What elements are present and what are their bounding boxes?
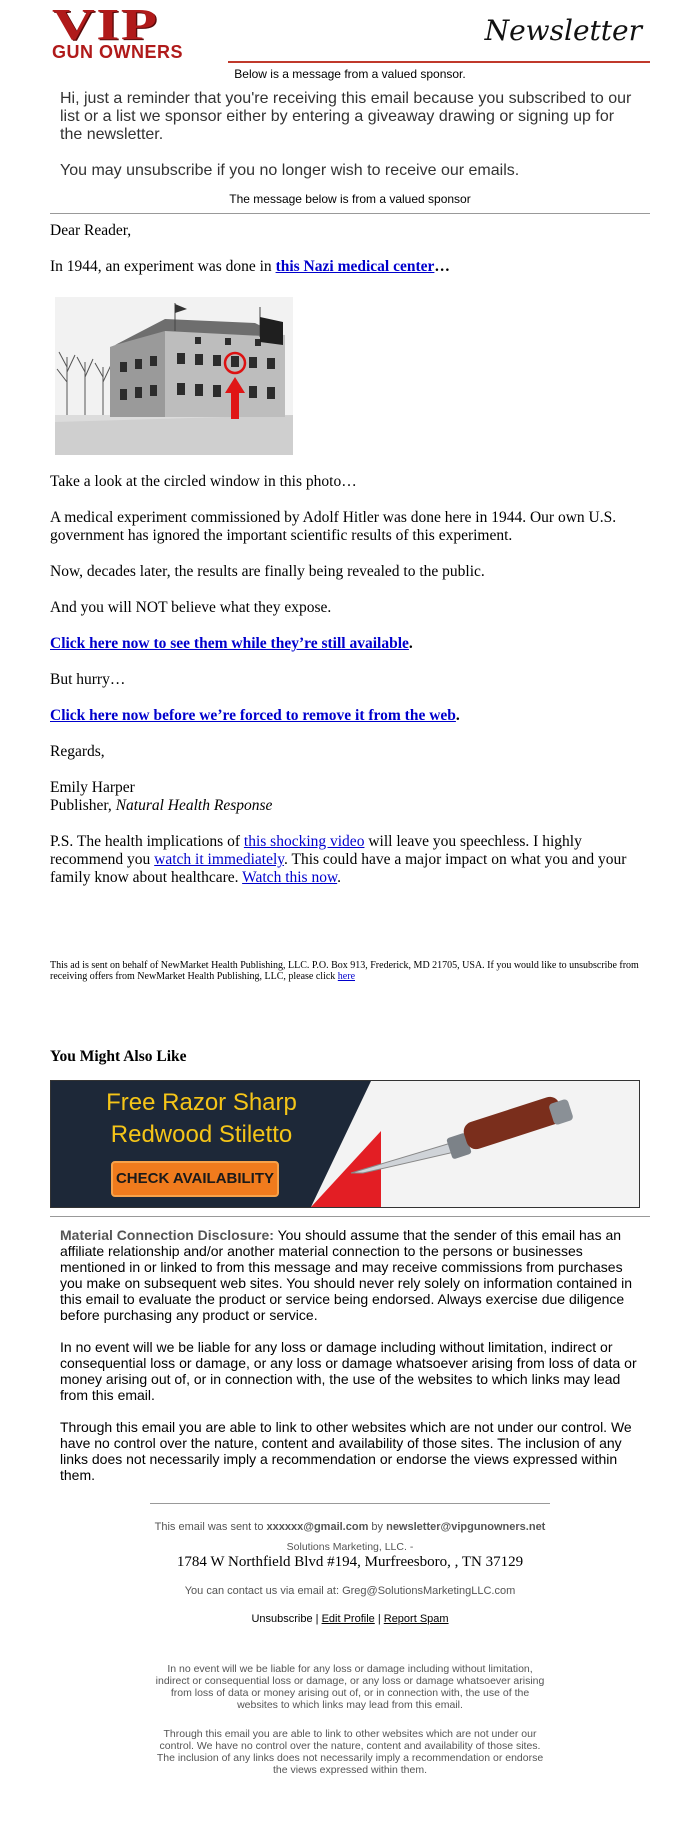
company-address: 1784 W Northfield Blvd #194, Murfreesboro, , TN 37129 <box>176 1554 524 1570</box>
sponsor-notice: Below is a message from a valued sponsor. <box>234 67 466 81</box>
contact-line: You can contact us via email at: Greg@SolutionsMarketingLLC.com <box>184 1585 516 1597</box>
nazi-medical-center-link[interactable]: this Nazi medical center <box>275 258 435 275</box>
disclosure-paragraph-1 <box>60 1227 640 1323</box>
company-name: Solutions Marketing, LLC. - <box>286 1541 414 1553</box>
intro-line-suffix: … <box>434 258 450 275</box>
cta-paragraph-1 <box>50 635 650 653</box>
regards: Regards, <box>50 743 105 760</box>
medical-center-photo[interactable] <box>55 297 293 455</box>
watch-immediately-link[interactable]: watch it immediately <box>154 851 285 868</box>
ad-unsubscribe-link[interactable]: here <box>337 971 356 982</box>
ps-paragraph <box>50 833 650 887</box>
edit-profile-link[interactable]: Edit Profile <box>321 1613 375 1625</box>
ps-prefix: P.S. The health implications of <box>50 833 244 850</box>
intro-paragraph-2: You may unsubscribe if you no longer wish to receive our emails. <box>60 162 520 179</box>
material-connection-disclosure <box>50 1227 650 1483</box>
logo-vip-text: VIP <box>52 0 159 49</box>
sender-name: Emily Harper <box>50 779 135 796</box>
decades-paragraph: Now, decades later, the results are finally being revealed to the public. <box>50 563 485 580</box>
ps-mid-2: . This could have a major impact on what you and your family know about healthcare. <box>50 851 627 886</box>
sent-prefix: This email was sent to <box>154 1521 267 1533</box>
header-divider <box>228 61 650 63</box>
footer-sep-1: | <box>312 1613 322 1625</box>
disclosure-paragraph-3: Through this email you are able to link to other websites which are not under our control. We have no control over the nature, content and availability of those sites. The inclusion of any links does not necessarily imply a recommendation or endorse the views expressed within them. <box>60 1419 632 1483</box>
ps-mid-1: will leave you speechless. I highly recommend you <box>50 833 582 868</box>
newsletter-title: Newsletter <box>484 14 642 47</box>
intro-line-prefix: In 1944, an experiment was done in <box>50 258 276 275</box>
footer-sep-2: | <box>374 1613 384 1625</box>
circled-window-paragraph: Take a look at the circled window in this photo… <box>50 473 357 490</box>
see-results-link[interactable]: Click here now to see them while they’re still available <box>50 635 409 652</box>
sender-publication: Natural Health Response <box>115 797 273 814</box>
disclosure-paragraph-2: In no event will we be liable for any loss or damage including without limitation, indirect or consequential loss or damage, or any loss or damage whatsoever arising from loss of data or money arising out of, or in connection with, the use of the websites to which links may lead from this email. <box>60 1339 637 1403</box>
ad-disclaimer <box>50 960 650 982</box>
sent-mid: by <box>368 1521 387 1533</box>
shocking-video-link[interactable]: this shocking video <box>243 833 365 850</box>
sponsor-notice-2: The message below is from a valued sponsor <box>229 192 471 206</box>
recipient-email: xxxxxx@gmail.com <box>266 1521 369 1533</box>
footer-legal-2: Through this email you are able to link to other websites which are not under our control. We have no control over the nature, content and availability of those sites. The inclusion of any links does not necessarily imply a recommendation or endorse the views expressed within them. <box>156 1728 544 1776</box>
ad-title-line-1: Free Razor Sharp <box>106 1089 297 1116</box>
sender-title-prefix: Publisher, <box>50 797 116 814</box>
experiment-paragraph: A medical experiment commissioned by Adolf Hitler was done here in 1944. Our own U.S. government has ignored the important scientific results of this experiment. <box>50 509 617 544</box>
logo-gun-owners-text: GUN OWNERS <box>52 42 183 62</box>
you-might-also-like-heading: You Might Also Like <box>50 1048 187 1065</box>
footer-legal-1: In no event will we be liable for any loss or damage including without limitation, indirect or consequential loss or damage, or any loss or damage whatsoever arising from loss of data or money arising out of, or in connection with, the use of the websites to which links may lead from this email. <box>155 1663 545 1711</box>
stiletto-ad-banner[interactable] <box>50 1080 640 1208</box>
message-body <box>50 222 650 887</box>
disclosure-label: Material Connection Disclosure: <box>60 1227 274 1243</box>
greeting: Dear Reader, <box>50 222 132 239</box>
ad-title <box>89 1087 314 1151</box>
vip-gun-owners-logo[interactable] <box>52 0 228 62</box>
unsubscribe-text[interactable]: Unsubscribe <box>251 1613 313 1625</box>
ps-suffix: . <box>337 869 342 886</box>
email-footer <box>50 1503 650 1776</box>
cta-paragraph-2 <box>50 707 650 725</box>
disclosure-text: You should assume that the sender of this email has an affiliate relationship and/or another material connection to the persons or businesses mentioned in or linked to from this message and may receive commissions from purchases you make on subsequent web sites. You should never rely solely on information contained in this email to evaluate the product or service being endorsed. Always exercise due diligence before purchasing any product or service. <box>60 1227 633 1323</box>
intro-section <box>50 90 650 180</box>
sent-to-line <box>50 1521 650 1533</box>
before-removed-link[interactable]: Click here now before we’re forced to remove it from the web <box>50 707 456 724</box>
believe-paragraph: And you will NOT believe what they expose. <box>50 599 332 616</box>
intro-paragraph-1: Hi, just a reminder that you're receiving this email because you subscribed to our list or a list we sponsor either by entering a giveaway drawing or signing up for the newsletter. <box>60 90 632 143</box>
email-container <box>50 0 650 1776</box>
cta2-suffix: . <box>455 707 460 724</box>
cta1-suffix: . <box>408 635 413 652</box>
newsletter-header <box>50 0 650 62</box>
sender-title <box>50 797 650 815</box>
ad-title-line-2: Redwood Stiletto <box>110 1121 293 1148</box>
ad-disclaimer-text: This ad is sent on behalf of NewMarket Health Publishing, LLC. P.O. Box 913, Frederick, MD 21705, USA. If you would like to unsubscribe from receiving offers from NewMarket Health Publishing, LLC, please click <box>50 960 639 982</box>
footer-links <box>50 1613 650 1625</box>
check-availability-button[interactable]: CHECK AVAILABILITY <box>111 1161 279 1197</box>
hurry-paragraph: But hurry… <box>50 671 126 688</box>
sender-email: newsletter@vipgunowners.net <box>386 1521 546 1533</box>
disclosure-divider <box>50 1216 650 1217</box>
footer-divider <box>150 1503 550 1504</box>
section-divider <box>50 213 650 214</box>
intro-line <box>50 258 650 276</box>
watch-now-link[interactable]: Watch this now <box>242 869 338 886</box>
medical-center-photo-graphic <box>55 297 293 455</box>
report-spam-link[interactable]: Report Spam <box>383 1613 449 1625</box>
